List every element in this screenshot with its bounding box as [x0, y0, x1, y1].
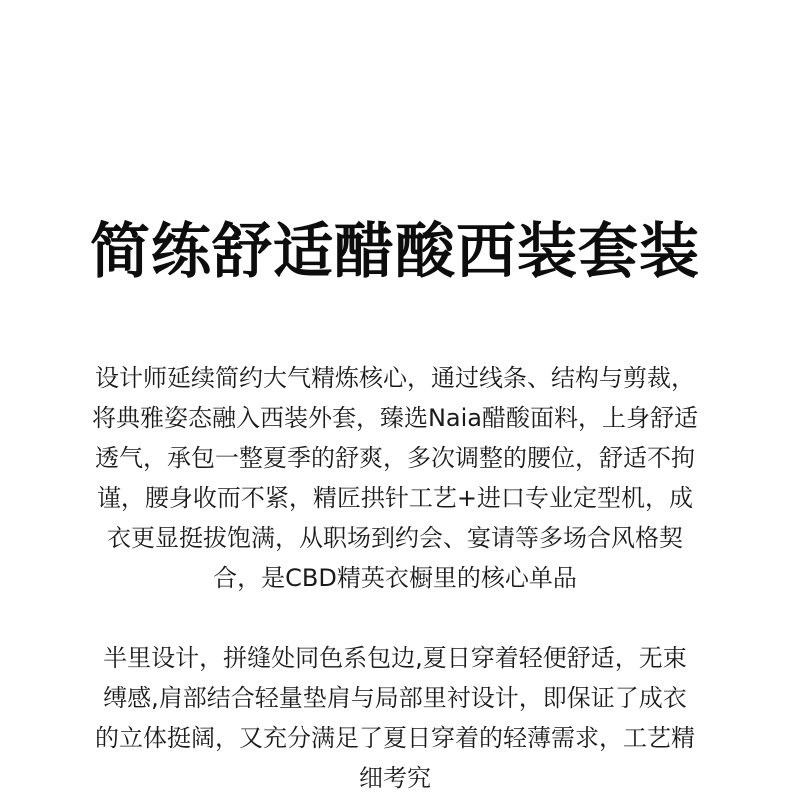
paragraph-line: 将典雅姿态融入西装外套，臻选Naia醋酸面料，上身舒适	[91, 404, 699, 432]
paragraph-line: 合，是CBD精英衣橱里的核心单品	[213, 564, 577, 592]
paragraph-line: 设计师延续简约大气精炼核心，通过线条、结构与剪裁，	[95, 364, 695, 392]
paragraph-line: 缚感,肩部结合轻量垫肩与局部里衬设计，即保证了成衣	[103, 684, 687, 712]
paragraph-line: 半里设计，拼缝处同色系包边,夏日穿着轻便舒适，无束	[103, 644, 687, 672]
description-paragraph-1	[60, 358, 730, 598]
paragraph-line: 谨，腰身收而不紧，精匠拱针工艺+进口专业定型机，成	[96, 484, 694, 512]
paragraph-line: 透气，承包一整夏季的舒爽，多次调整的腰位，舒适不拘	[95, 444, 695, 472]
page-title: 简练舒适醋酸西装套装	[90, 217, 700, 288]
paragraph-line: 的立体挺阔，又充分满足了夏日穿着的轻薄需求，工艺精	[95, 724, 695, 752]
paragraph-line: 细考究	[359, 764, 431, 792]
paragraph-line: 衣更显挺拔饱满，从职场到约会、宴请等多场合风格契	[107, 524, 683, 552]
description-paragraph-2	[60, 638, 730, 798]
